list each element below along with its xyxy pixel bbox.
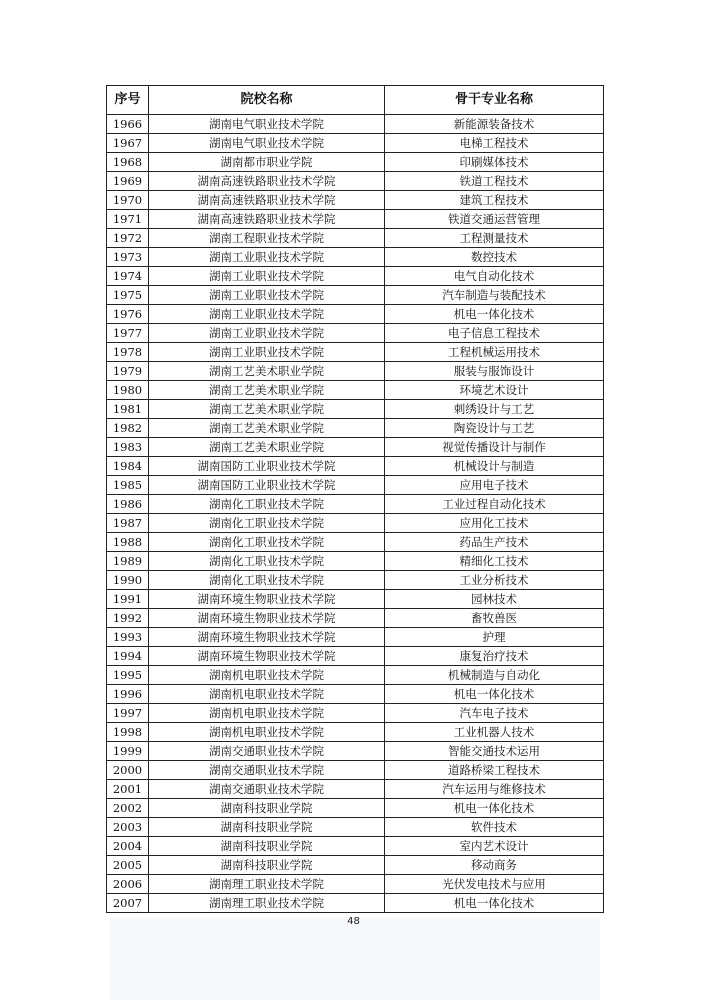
cell-number: 1992 [107, 609, 149, 628]
cell-major: 护理 [385, 628, 604, 647]
cell-major: 汽车制造与装配技术 [385, 286, 604, 305]
cell-school: 湖南化工职业技术学院 [149, 533, 385, 552]
table-row [107, 381, 604, 400]
cell-school: 湖南机电职业技术学院 [149, 723, 385, 742]
cell-major: 康复治疗技术 [385, 647, 604, 666]
cell-major: 软件技术 [385, 818, 604, 837]
cell-major: 陶瓷设计与工艺 [385, 419, 604, 438]
table-row [107, 134, 604, 153]
table-row [107, 286, 604, 305]
cell-number: 1974 [107, 267, 149, 286]
table-row [107, 742, 604, 761]
cell-major: 工程机械运用技术 [385, 343, 604, 362]
cell-number: 1991 [107, 590, 149, 609]
cell-major: 铁道交通运营管理 [385, 210, 604, 229]
cell-school: 湖南科技职业学院 [149, 818, 385, 837]
table-row [107, 514, 604, 533]
cell-school: 湖南交通职业技术学院 [149, 742, 385, 761]
cell-school: 湖南交通职业技术学院 [149, 761, 385, 780]
cell-school: 湖南化工职业技术学院 [149, 552, 385, 571]
table-row [107, 248, 604, 267]
table-row [107, 362, 604, 381]
cell-number: 1980 [107, 381, 149, 400]
cell-major: 服装与服饰设计 [385, 362, 604, 381]
cell-school: 湖南国防工业职业技术学院 [149, 476, 385, 495]
cell-major: 应用化工技术 [385, 514, 604, 533]
cell-major: 智能交通技术运用 [385, 742, 604, 761]
cell-school: 湖南环境生物职业技术学院 [149, 647, 385, 666]
cell-number: 1993 [107, 628, 149, 647]
table-row [107, 894, 604, 913]
cell-number: 1995 [107, 666, 149, 685]
cell-number: 1977 [107, 324, 149, 343]
cell-major: 建筑工程技术 [385, 191, 604, 210]
header-number: 序号 [107, 86, 149, 115]
cell-number: 1997 [107, 704, 149, 723]
cell-school: 湖南都市职业学院 [149, 153, 385, 172]
cell-major: 室内艺术设计 [385, 837, 604, 856]
table-row [107, 210, 604, 229]
cell-school: 湖南机电职业技术学院 [149, 666, 385, 685]
cell-school: 湖南科技职业学院 [149, 799, 385, 818]
cell-major: 畜牧兽医 [385, 609, 604, 628]
table-row [107, 229, 604, 248]
table-row [107, 305, 604, 324]
table-row [107, 590, 604, 609]
cell-major: 药品生产技术 [385, 533, 604, 552]
table-row [107, 837, 604, 856]
cell-school: 湖南国防工业职业技术学院 [149, 457, 385, 476]
cell-major: 工程测量技术 [385, 229, 604, 248]
table-row [107, 495, 604, 514]
table-row [107, 419, 604, 438]
cell-school: 湖南机电职业技术学院 [149, 685, 385, 704]
table-row [107, 704, 604, 723]
cell-major: 移动商务 [385, 856, 604, 875]
cell-number: 2006 [107, 875, 149, 894]
cell-school: 湖南工艺美术职业学院 [149, 381, 385, 400]
cell-school: 湖南理工职业技术学院 [149, 894, 385, 913]
cell-major: 汽车电子技术 [385, 704, 604, 723]
table-row [107, 780, 604, 799]
table-row [107, 172, 604, 191]
table-row [107, 856, 604, 875]
table-row [107, 609, 604, 628]
cell-school: 湖南工艺美术职业学院 [149, 400, 385, 419]
cell-number: 1998 [107, 723, 149, 742]
cell-number: 1988 [107, 533, 149, 552]
cell-number: 1969 [107, 172, 149, 191]
cell-school: 湖南工业职业技术学院 [149, 248, 385, 267]
cell-number: 1996 [107, 685, 149, 704]
cell-number: 1970 [107, 191, 149, 210]
cell-number: 1982 [107, 419, 149, 438]
cell-number: 1966 [107, 115, 149, 134]
cell-major: 新能源装备技术 [385, 115, 604, 134]
cell-school: 湖南电气职业技术学院 [149, 115, 385, 134]
cell-number: 1972 [107, 229, 149, 248]
cell-school: 湖南理工职业技术学院 [149, 875, 385, 894]
cell-school: 湖南环境生物职业技术学院 [149, 628, 385, 647]
cell-school: 湖南工业职业技术学院 [149, 343, 385, 362]
cell-number: 1981 [107, 400, 149, 419]
cell-school: 湖南工艺美术职业学院 [149, 362, 385, 381]
cell-number: 1978 [107, 343, 149, 362]
cell-major: 工业分析技术 [385, 571, 604, 590]
table-row [107, 799, 604, 818]
cell-major: 园林技术 [385, 590, 604, 609]
cell-number: 1976 [107, 305, 149, 324]
cell-major: 机械设计与制造 [385, 457, 604, 476]
cell-major: 工业过程自动化技术 [385, 495, 604, 514]
cell-school: 湖南工艺美术职业学院 [149, 438, 385, 457]
table-row [107, 343, 604, 362]
cell-school: 湖南工业职业技术学院 [149, 305, 385, 324]
cell-major: 机电一体化技术 [385, 799, 604, 818]
cell-number: 1979 [107, 362, 149, 381]
cell-school: 湖南环境生物职业技术学院 [149, 590, 385, 609]
table-row [107, 647, 604, 666]
cell-number: 1985 [107, 476, 149, 495]
cell-major: 光伏发电技术与应用 [385, 875, 604, 894]
cell-major: 铁道工程技术 [385, 172, 604, 191]
table-row [107, 533, 604, 552]
cell-number: 1994 [107, 647, 149, 666]
cell-school: 湖南科技职业学院 [149, 837, 385, 856]
table-row [107, 552, 604, 571]
table-row [107, 571, 604, 590]
cell-school: 湖南化工职业技术学院 [149, 571, 385, 590]
cell-major: 印刷媒体技术 [385, 153, 604, 172]
cell-school: 湖南电气职业技术学院 [149, 134, 385, 153]
table-row [107, 723, 604, 742]
table-row [107, 438, 604, 457]
cell-major: 汽车运用与维修技术 [385, 780, 604, 799]
cell-number: 1967 [107, 134, 149, 153]
cell-number: 1975 [107, 286, 149, 305]
cell-school: 湖南交通职业技术学院 [149, 780, 385, 799]
cell-number: 2002 [107, 799, 149, 818]
table-body [107, 115, 604, 913]
table-row [107, 628, 604, 647]
header-school: 院校名称 [149, 86, 385, 115]
table-header [107, 86, 604, 115]
cell-major: 电子信息工程技术 [385, 324, 604, 343]
table-row [107, 191, 604, 210]
table-row [107, 115, 604, 134]
table-row [107, 153, 604, 172]
table-header-row [107, 86, 604, 115]
cell-school: 湖南科技职业学院 [149, 856, 385, 875]
cell-school: 湖南工程职业技术学院 [149, 229, 385, 248]
cell-major: 机电一体化技术 [385, 685, 604, 704]
table-row [107, 875, 604, 894]
cell-major: 数控技术 [385, 248, 604, 267]
table-row [107, 267, 604, 286]
table-row [107, 457, 604, 476]
table-row [107, 761, 604, 780]
cell-major: 道路桥梁工程技术 [385, 761, 604, 780]
cell-school: 湖南高速铁路职业技术学院 [149, 210, 385, 229]
cell-major: 精细化工技术 [385, 552, 604, 571]
cell-major: 应用电子技术 [385, 476, 604, 495]
table-row [107, 324, 604, 343]
page-footer-shade [110, 917, 600, 1000]
header-major: 骨干专业名称 [385, 86, 604, 115]
cell-number: 1984 [107, 457, 149, 476]
cell-major: 工业机器人技术 [385, 723, 604, 742]
cell-number: 2001 [107, 780, 149, 799]
cell-school: 湖南工业职业技术学院 [149, 324, 385, 343]
cell-number: 1973 [107, 248, 149, 267]
cell-number: 1989 [107, 552, 149, 571]
cell-school: 湖南高速铁路职业技术学院 [149, 172, 385, 191]
cell-major: 视觉传播设计与制作 [385, 438, 604, 457]
cell-school: 湖南工业职业技术学院 [149, 286, 385, 305]
cell-school: 湖南机电职业技术学院 [149, 704, 385, 723]
cell-number: 2004 [107, 837, 149, 856]
cell-major: 环境艺术设计 [385, 381, 604, 400]
cell-number: 1971 [107, 210, 149, 229]
cell-number: 1987 [107, 514, 149, 533]
cell-major: 电气自动化技术 [385, 267, 604, 286]
cell-school: 湖南高速铁路职业技术学院 [149, 191, 385, 210]
cell-number: 2007 [107, 894, 149, 913]
cell-number: 2005 [107, 856, 149, 875]
major-table [106, 85, 604, 913]
cell-major: 电梯工程技术 [385, 134, 604, 153]
cell-major: 机电一体化技术 [385, 894, 604, 913]
table-row [107, 666, 604, 685]
cell-school: 湖南环境生物职业技术学院 [149, 609, 385, 628]
cell-school: 湖南工艺美术职业学院 [149, 419, 385, 438]
cell-number: 1986 [107, 495, 149, 514]
cell-number: 2003 [107, 818, 149, 837]
cell-number: 2000 [107, 761, 149, 780]
cell-school: 湖南化工职业技术学院 [149, 514, 385, 533]
table-row [107, 476, 604, 495]
cell-number: 1983 [107, 438, 149, 457]
cell-school: 湖南工业职业技术学院 [149, 267, 385, 286]
page-number: 48 [347, 916, 360, 927]
cell-major: 机械制造与自动化 [385, 666, 604, 685]
cell-school: 湖南化工职业技术学院 [149, 495, 385, 514]
cell-major: 刺绣设计与工艺 [385, 400, 604, 419]
table-row [107, 685, 604, 704]
cell-number: 1990 [107, 571, 149, 590]
cell-number: 1968 [107, 153, 149, 172]
table-row [107, 400, 604, 419]
cell-major: 机电一体化技术 [385, 305, 604, 324]
table-row [107, 818, 604, 837]
cell-number: 1999 [107, 742, 149, 761]
